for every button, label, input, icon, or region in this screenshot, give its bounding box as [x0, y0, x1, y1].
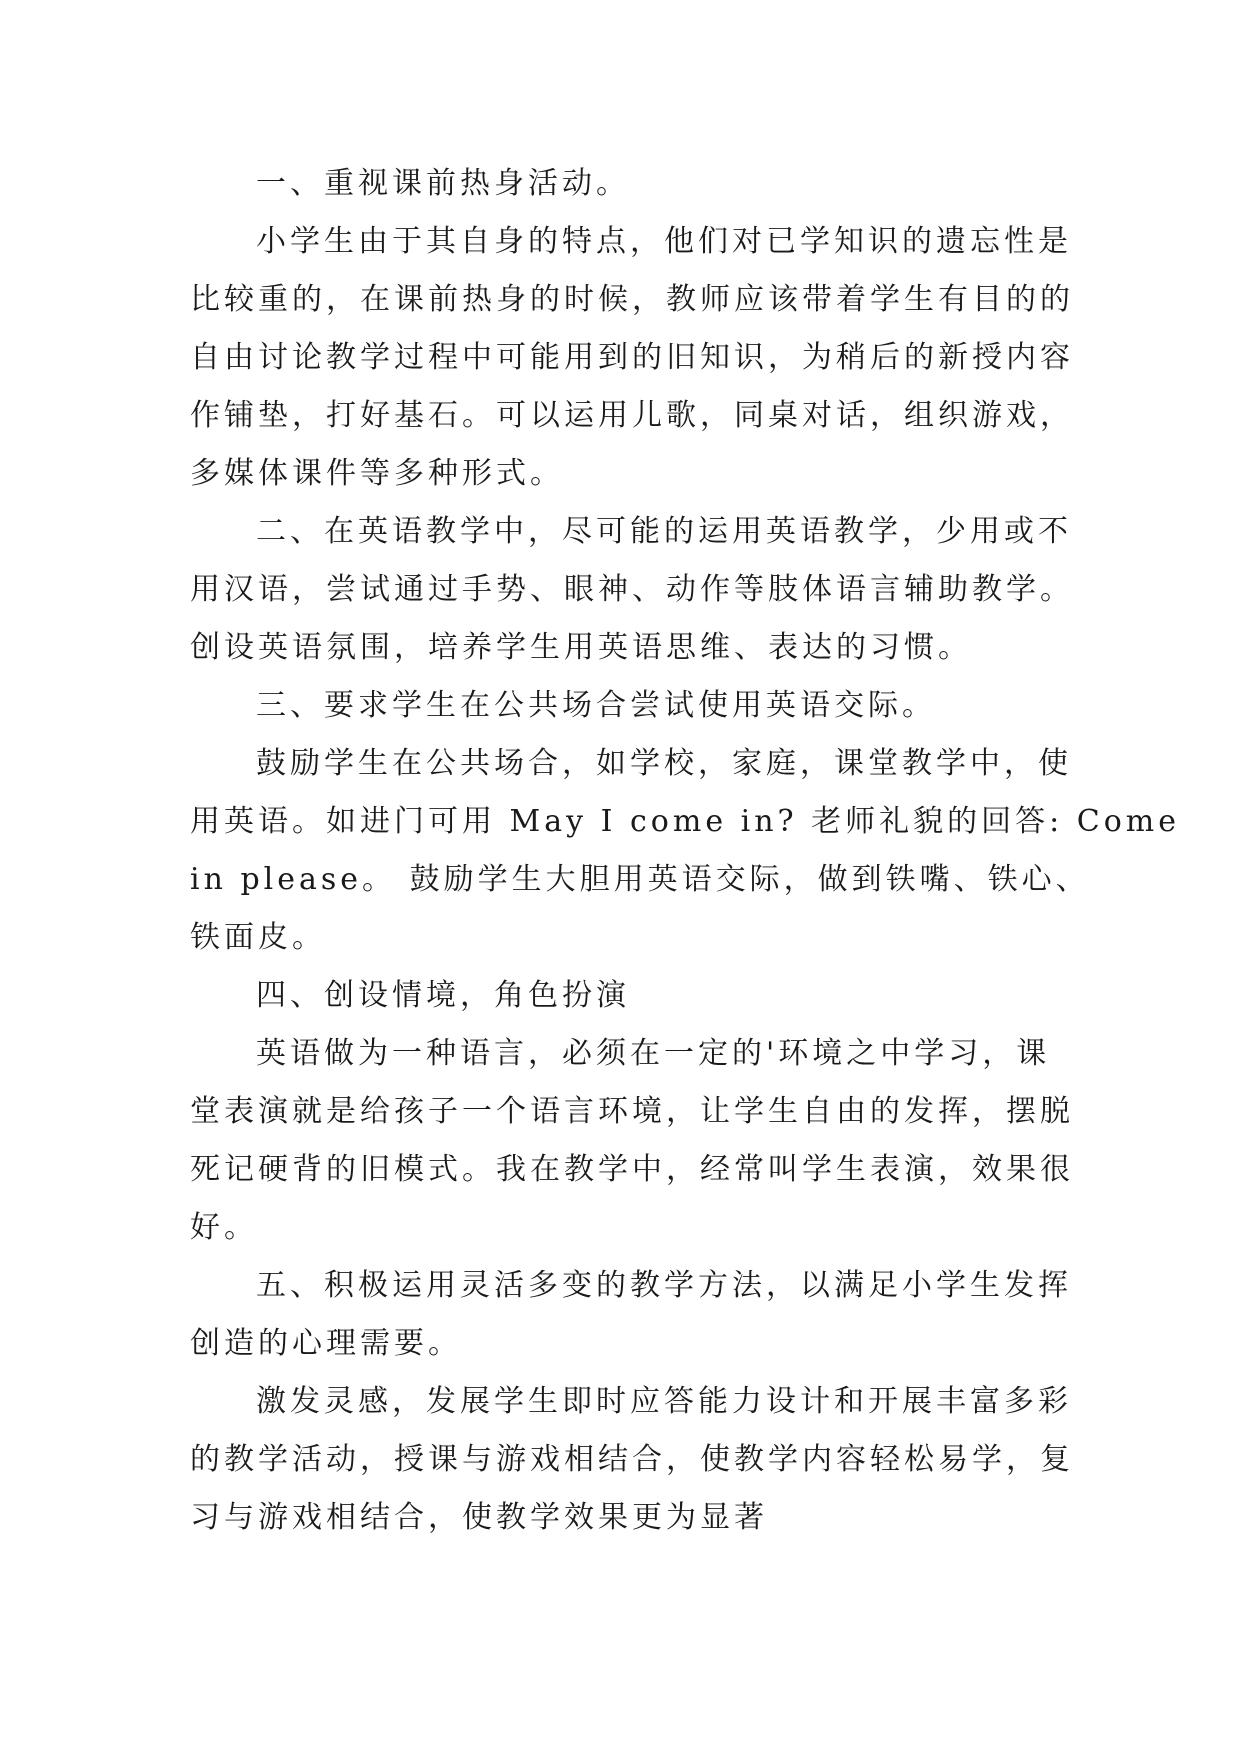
text-line: 创设英语氛围，培养学生用英语思维、表达的习惯。 [190, 630, 972, 665]
text-line: 英语做为一种语言，必须在一定的'环境之中学习，课 [256, 1036, 1051, 1071]
paragraph-heading-5 [190, 1257, 1070, 1373]
text-line: 一、重视课前热身活动。 [256, 166, 630, 201]
text-line: 铁面皮。 [190, 920, 326, 955]
text-line: 二、在英语教学中，尽可能的运用英语教学，少用或不 [256, 514, 1072, 549]
text-line: 作铺垫，打好基石。可以运用儿歌，同桌对话，组织游戏， [190, 398, 1074, 433]
paragraph-heading-2 [190, 503, 1074, 677]
text-line: 小学生由于其自身的特点，他们对已学知识的遗忘性是 [256, 224, 1072, 259]
text-line: 死记硬背的旧模式。我在教学中，经常叫学生表演，效果很 [190, 1152, 1074, 1187]
paragraph-heading-4 [190, 967, 1070, 1025]
paragraph-heading-3 [190, 677, 1070, 735]
text-line: 好。 [190, 1210, 258, 1245]
text-line: 习与游戏相结合，使教学效果更为显著 [190, 1500, 768, 1535]
document-body [190, 155, 1181, 1547]
text-line: 五、积极运用灵活多变的教学方法，以满足小学生发挥 [256, 1268, 1072, 1303]
paragraph-body-1 [190, 213, 1074, 503]
text-line: 创造的心理需要。 [190, 1326, 462, 1361]
text-line: 激发灵感，发展学生即时应答能力设计和开展丰富多彩 [256, 1384, 1072, 1419]
paragraph-heading-1 [190, 155, 1070, 213]
text-line: in please。 鼓励学生大胆用英语交际，做到铁嘴、铁心、 [190, 862, 1090, 897]
text-line: 堂表演就是给孩子一个语言环境，让学生自由的发挥，摆脱 [190, 1094, 1074, 1129]
paragraph-body-3 [190, 1025, 1074, 1257]
paragraph-body-2 [190, 735, 1181, 967]
text-line: 多媒体课件等多种形式。 [190, 456, 564, 491]
text-line: 比较重的，在课前热身的时候，教师应该带着学生有目的的 [190, 282, 1074, 317]
paragraph-body-4 [190, 1373, 1074, 1547]
text-line: 用汉语，尝试通过手势、眼神、动作等肢体语言辅助教学。 [190, 572, 1074, 607]
text-line: 自由讨论教学过程中可能用到的旧知识，为稍后的新授内容 [190, 340, 1074, 375]
text-line: 四、创设情境，角色扮演 [256, 978, 630, 1013]
text-line: 用英语。如进门可用 May I come in? 老师礼貌的回答: Come [190, 804, 1181, 839]
text-line: 的教学活动，授课与游戏相结合，使教学内容轻松易学，复 [190, 1442, 1074, 1477]
text-line: 鼓励学生在公共场合，如学校，家庭，课堂教学中，使 [256, 746, 1072, 781]
text-line: 三、要求学生在公共场合尝试使用英语交际。 [256, 688, 936, 723]
